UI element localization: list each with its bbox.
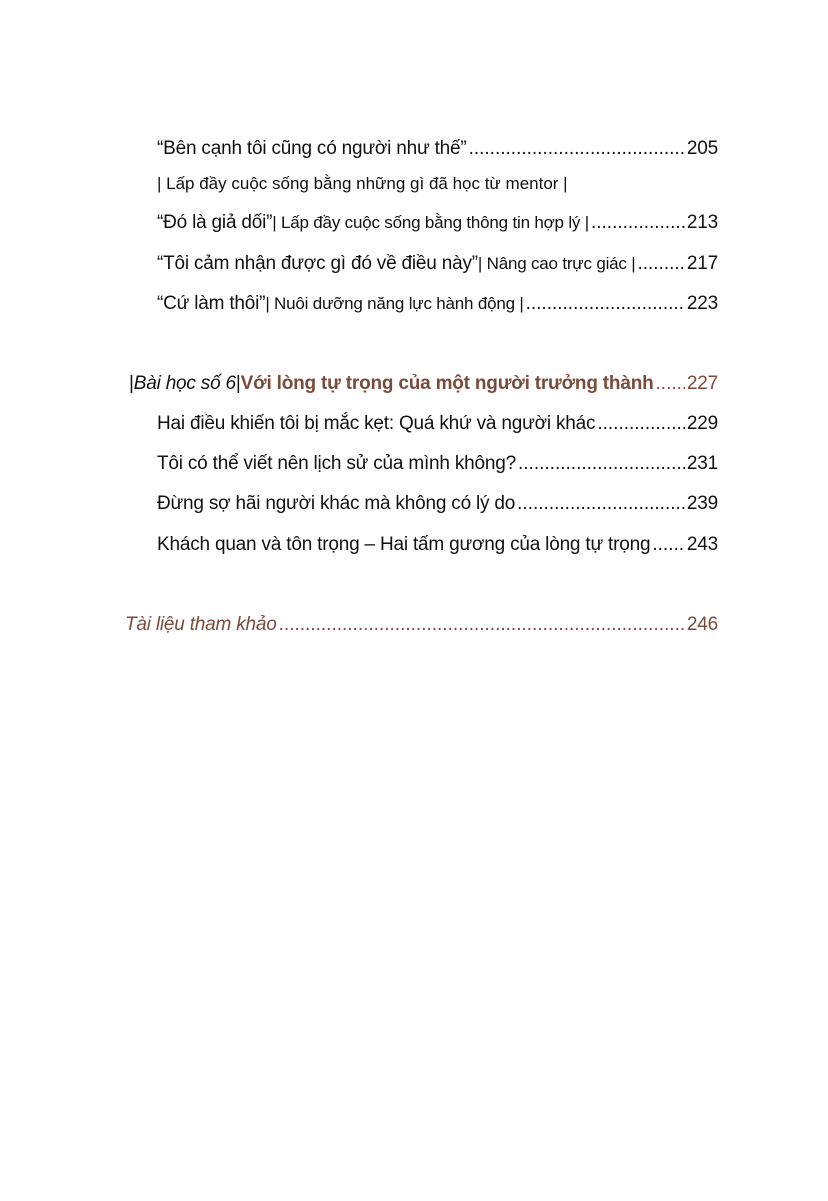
references-page: 246 [686,614,718,635]
toc-leader-dots [469,138,685,160]
toc-leader-dots [518,453,685,475]
toc-entry-page: 231 [686,453,718,474]
chapter-label: Bài học số 6 [133,373,236,394]
toc-leader-dots [652,534,685,556]
references-title: Tài liệu tham khảo [125,614,277,635]
toc-entry-title: Khách quan và tôn trọng – Hai tấm gương của lòng tự trọng [157,534,651,555]
toc-entry-page: 217 [686,253,718,274]
toc-entry[interactable] [157,293,718,315]
toc-leader-dots [279,614,685,636]
toc-entry[interactable] [157,138,718,160]
toc-leader-dots [637,253,684,275]
toc-leader-dots [591,212,685,234]
toc-leader-dots [526,293,685,315]
toc-entry-title: “Tôi cảm nhận được gì đó về điều này” [157,253,478,274]
toc-entry-title: “Đó là giả dối” [157,212,273,233]
toc-leader-dots [597,413,685,435]
toc-entry-page: 205 [686,138,718,159]
toc-entry-page: 223 [686,293,718,314]
toc-entry-title: “Bên cạnh tôi cũng có người như thế” [157,138,467,159]
toc-entry-title: Đừng sợ hãi người khác mà không có lý do [157,493,516,514]
toc-entry[interactable] [157,453,718,475]
toc-entry[interactable] [157,253,718,275]
toc-entry-page: 243 [686,534,718,555]
toc-entry-title: “Cứ làm thôi” [157,293,266,314]
toc-entry-page: 239 [686,493,718,514]
toc-entry-page: 229 [686,413,718,434]
chapter-prefix: | [129,373,134,394]
chapter-separator: | [235,373,241,394]
toc-entry-subtitle: | Nâng cao trực giác | [477,254,636,273]
toc-entry-subtitle: | Lấp đầy cuộc sống bằng những gì đã học từ mentor | [157,174,568,193]
toc-entry[interactable] [157,534,718,556]
toc-entry[interactable] [157,493,718,515]
toc-entry-title: Hai điều khiến tôi bị mắc kẹt: Quá khứ và người khác [157,413,596,434]
toc-leader-dots [656,373,685,395]
toc-chapter-heading[interactable] [129,373,718,395]
toc-entry[interactable] [157,413,718,435]
toc-references[interactable] [125,614,718,636]
toc-entry-page: 213 [686,212,718,233]
chapter-page: 227 [686,373,718,394]
toc-entry-subtitle: | Nuôi dưỡng năng lực hành động | [265,294,524,313]
toc-entry[interactable] [157,212,718,234]
toc-entry-title: Tôi có thể viết nên lịch sử của mình không? [157,453,516,474]
toc-leader-dots [517,493,685,515]
toc-entry-subtitle: | Lấp đầy cuộc sống bằng thông tin hợp lý | [272,213,589,232]
chapter-title: Với lòng tự trọng của một người trưởng thành [240,373,654,394]
